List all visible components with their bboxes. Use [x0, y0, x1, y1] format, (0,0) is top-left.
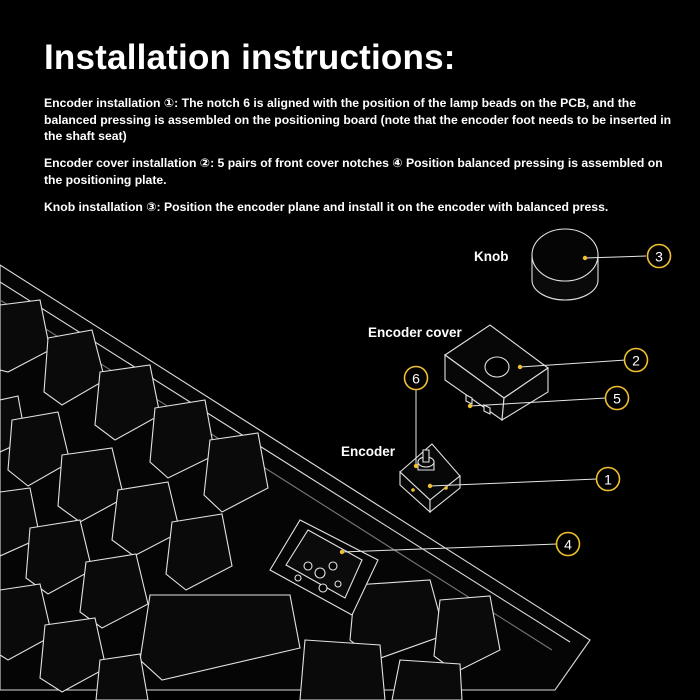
callout-5: 5 — [613, 390, 621, 407]
page-title: Installation instructions: — [44, 38, 456, 77]
callout-2: 2 — [632, 352, 640, 369]
knob-label: Knob — [474, 249, 509, 264]
callout-3: 3 — [655, 248, 663, 265]
knob-illustration — [532, 229, 598, 300]
knob-installation-text: Knob installation ③: Position the encoder plane and install it on the encoder with balanced press. — [44, 200, 609, 214]
encoder-label: Encoder — [341, 444, 396, 459]
callout-6: 6 — [412, 370, 420, 387]
encoder-cover-label: Encoder cover — [368, 325, 462, 340]
callout-4: 4 — [564, 536, 572, 553]
callout-1: 1 — [604, 471, 612, 488]
encoder-cover-installation-text: Encoder cover installation ②: 5 pairs of front cover notches ④ Position balanced pressing is assembled on the positioning plate. — [44, 156, 663, 187]
encoder-installation-text: Encoder installation ①: The notch 6 is aligned with the position of the lamp beads on the PCB, and the balanced pressing is assembled on the positioning board (note that the encoder foot needs to be inserted in the shaft seat) — [44, 96, 672, 143]
encoder-illustration — [400, 444, 460, 512]
